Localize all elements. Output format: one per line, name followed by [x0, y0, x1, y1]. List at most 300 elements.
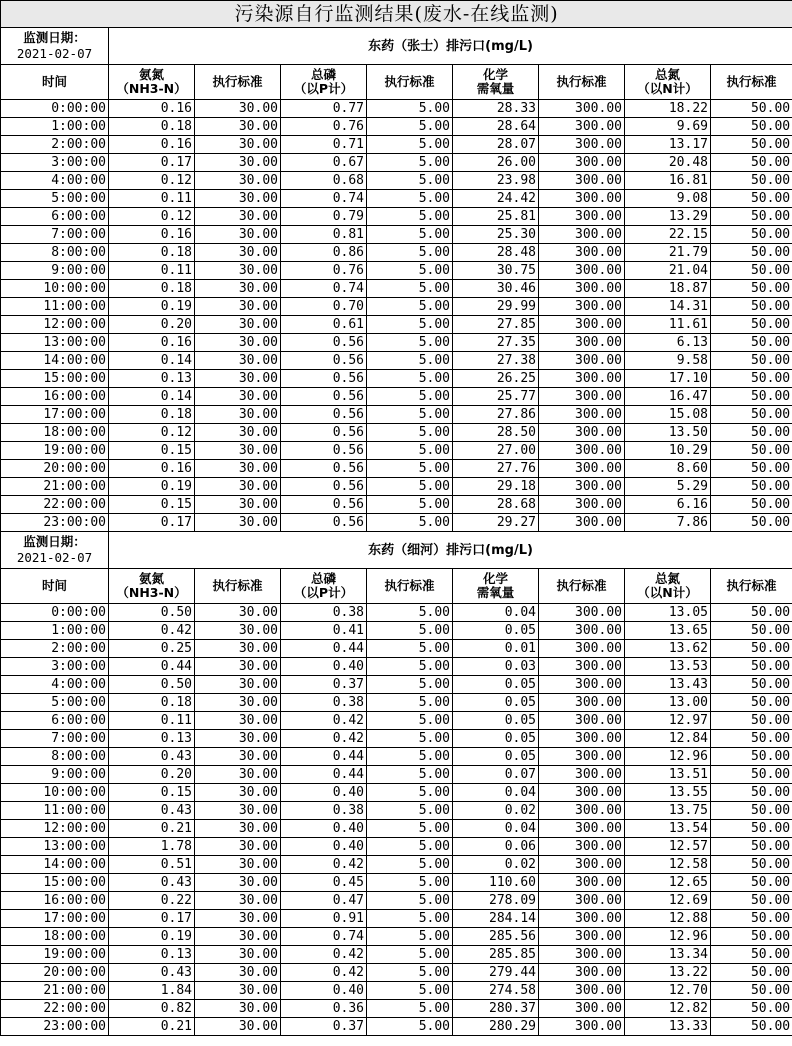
cell-tp-std: 5.00: [367, 982, 453, 1000]
table-row: [1, 244, 792, 262]
cell-nh3-std: 30.00: [195, 496, 281, 514]
cell-nh3-std: 30.00: [195, 676, 281, 694]
cell-cod: 0.04: [453, 604, 539, 622]
cell-nh3-std: 30.00: [195, 478, 281, 496]
cell-nh3: 0.17: [109, 910, 195, 928]
cell-tp-std: 5.00: [367, 370, 453, 388]
cell-tn: 12.97: [625, 712, 711, 730]
cell-tp-std: 5.00: [367, 892, 453, 910]
cell-tn-std: 50.00: [711, 298, 792, 316]
cell-cod-std: 300.00: [539, 262, 625, 280]
cell-cod: 25.81: [453, 208, 539, 226]
cell-tn-std: 50.00: [711, 280, 792, 298]
cell-cod: 285.56: [453, 928, 539, 946]
table-row: [1, 154, 792, 172]
cell-tn-std: 50.00: [711, 460, 792, 478]
cell-tp: 0.56: [281, 388, 367, 406]
cell-tn: 21.04: [625, 262, 711, 280]
cell-cod: 27.35: [453, 334, 539, 352]
cell-tp: 0.38: [281, 802, 367, 820]
col-header-nh3-line1: 氨氮: [138, 67, 164, 82]
cell-tp: 0.74: [281, 928, 367, 946]
cell-tp: 0.44: [281, 748, 367, 766]
cell-time: 21:00:00: [1, 478, 109, 496]
col-header-tn-std: 执行标准: [711, 65, 792, 100]
cell-tp-std: 5.00: [367, 838, 453, 856]
cell-nh3: 0.44: [109, 658, 195, 676]
cell-nh3-std: 30.00: [195, 370, 281, 388]
cell-nh3: 0.16: [109, 226, 195, 244]
col-header-tn-std: 执行标准: [711, 569, 792, 604]
cell-time: 3:00:00: [1, 658, 109, 676]
cell-time: 9:00:00: [1, 262, 109, 280]
col-header-tp-std: 执行标准: [367, 65, 453, 100]
cell-tn: 13.05: [625, 604, 711, 622]
cell-cod-std: 300.00: [539, 298, 625, 316]
cell-tn: 12.96: [625, 928, 711, 946]
cell-cod-std: 300.00: [539, 820, 625, 838]
cell-cod: 0.06: [453, 838, 539, 856]
cell-nh3-std: 30.00: [195, 244, 281, 262]
table-row: [1, 496, 792, 514]
cell-nh3: 0.18: [109, 118, 195, 136]
cell-cod-std: 300.00: [539, 388, 625, 406]
cell-cod-std: 300.00: [539, 226, 625, 244]
cell-cod-std: 300.00: [539, 208, 625, 226]
cell-cod: 27.00: [453, 442, 539, 460]
cell-nh3-std: 30.00: [195, 946, 281, 964]
cell-nh3-std: 30.00: [195, 352, 281, 370]
cell-tn-std: 50.00: [711, 838, 792, 856]
col-header-cod-line1: 化学: [482, 571, 508, 586]
cell-cod: 0.02: [453, 856, 539, 874]
site-name: 东药（细河）排污口(mg/L): [109, 532, 792, 569]
cell-nh3-std: 30.00: [195, 262, 281, 280]
cell-tn-std: 50.00: [711, 748, 792, 766]
cell-tn-std: 50.00: [711, 154, 792, 172]
cell-tn: 13.22: [625, 964, 711, 982]
cell-tn-std: 50.00: [711, 118, 792, 136]
date-value: 2021-02-07: [16, 46, 93, 61]
cell-tp: 0.40: [281, 820, 367, 838]
cell-nh3-std: 30.00: [195, 172, 281, 190]
cell-cod: 0.02: [453, 802, 539, 820]
section-header-row: [1, 28, 792, 65]
cell-nh3: 0.16: [109, 100, 195, 118]
table-row: [1, 1000, 792, 1018]
cell-cod: 25.77: [453, 388, 539, 406]
cell-tn-std: 50.00: [711, 370, 792, 388]
cell-nh3-std: 30.00: [195, 334, 281, 352]
cell-tn-std: 50.00: [711, 226, 792, 244]
cell-tn: 22.15: [625, 226, 711, 244]
cell-tp-std: 5.00: [367, 658, 453, 676]
cell-nh3-std: 30.00: [195, 784, 281, 802]
cell-cod-std: 300.00: [539, 514, 625, 532]
cell-cod: 0.05: [453, 676, 539, 694]
cell-nh3: 0.11: [109, 262, 195, 280]
cell-cod: 27.76: [453, 460, 539, 478]
cell-tn: 13.33: [625, 1018, 711, 1036]
cell-nh3: 0.15: [109, 496, 195, 514]
table-row: [1, 208, 792, 226]
col-header-time: 时间: [1, 65, 109, 100]
cell-cod-std: 300.00: [539, 244, 625, 262]
cell-tn-std: 50.00: [711, 910, 792, 928]
cell-cod-std: 300.00: [539, 334, 625, 352]
cell-tp-std: 5.00: [367, 910, 453, 928]
cell-tp-std: 5.00: [367, 802, 453, 820]
cell-tp: 0.56: [281, 478, 367, 496]
cell-cod: 28.64: [453, 118, 539, 136]
cell-cod: 23.98: [453, 172, 539, 190]
cell-nh3-std: 30.00: [195, 226, 281, 244]
table-row: [1, 460, 792, 478]
col-header-nh3-line1: 氨氮: [138, 571, 164, 586]
cell-nh3-std: 30.00: [195, 928, 281, 946]
report-title: 污染源自行监测结果(废水-在线监测): [1, 1, 792, 28]
cell-cod-std: 300.00: [539, 1018, 625, 1036]
cell-tn-std: 50.00: [711, 406, 792, 424]
cell-tp: 0.81: [281, 226, 367, 244]
table-row: [1, 874, 792, 892]
cell-cod-std: 300.00: [539, 352, 625, 370]
cell-nh3: 0.43: [109, 802, 195, 820]
cell-tp: 0.42: [281, 712, 367, 730]
cell-tp-std: 5.00: [367, 784, 453, 802]
table-row: [1, 100, 792, 118]
cell-tp-std: 5.00: [367, 694, 453, 712]
cell-nh3-std: 30.00: [195, 442, 281, 460]
cell-tp-std: 5.00: [367, 946, 453, 964]
cell-cod-std: 300.00: [539, 604, 625, 622]
cell-cod: 25.30: [453, 226, 539, 244]
col-header-tn-line2: （以N计）: [637, 585, 698, 600]
cell-time: 15:00:00: [1, 874, 109, 892]
cell-nh3-std: 30.00: [195, 622, 281, 640]
cell-tn-std: 50.00: [711, 730, 792, 748]
cell-time: 11:00:00: [1, 802, 109, 820]
cell-tn: 12.57: [625, 838, 711, 856]
cell-nh3-std: 30.00: [195, 658, 281, 676]
cell-tp-std: 5.00: [367, 730, 453, 748]
cell-tn: 16.81: [625, 172, 711, 190]
cell-time: 8:00:00: [1, 244, 109, 262]
col-header-tn-line2: （以N计）: [637, 81, 698, 96]
cell-tn: 14.31: [625, 298, 711, 316]
cell-nh3: 0.18: [109, 280, 195, 298]
cell-cod-std: 300.00: [539, 676, 625, 694]
cell-tn-std: 50.00: [711, 712, 792, 730]
cell-cod-std: 300.00: [539, 118, 625, 136]
cell-tn: 17.10: [625, 370, 711, 388]
cell-cod: 28.68: [453, 496, 539, 514]
cell-tp-std: 5.00: [367, 460, 453, 478]
cell-cod: 28.07: [453, 136, 539, 154]
cell-cod-std: 300.00: [539, 694, 625, 712]
table-row: [1, 334, 792, 352]
cell-cod: 280.37: [453, 1000, 539, 1018]
cell-tp: 0.40: [281, 838, 367, 856]
cell-time: 1:00:00: [1, 622, 109, 640]
cell-tp: 0.86: [281, 244, 367, 262]
table-row: [1, 172, 792, 190]
cell-time: 17:00:00: [1, 910, 109, 928]
cell-tn: 5.29: [625, 478, 711, 496]
cell-cod: 0.01: [453, 640, 539, 658]
cell-time: 19:00:00: [1, 946, 109, 964]
table-row: [1, 118, 792, 136]
cell-tp: 0.56: [281, 514, 367, 532]
cell-tp-std: 5.00: [367, 262, 453, 280]
cell-cod: 30.75: [453, 262, 539, 280]
table-row: [1, 658, 792, 676]
cell-nh3: 0.21: [109, 820, 195, 838]
table-row: [1, 766, 792, 784]
cell-tn: 16.47: [625, 388, 711, 406]
cell-nh3-std: 30.00: [195, 964, 281, 982]
col-header-tp: [281, 569, 367, 604]
cell-tp: 0.56: [281, 460, 367, 478]
cell-cod-std: 300.00: [539, 910, 625, 928]
cell-nh3-std: 30.00: [195, 712, 281, 730]
cell-tp-std: 5.00: [367, 964, 453, 982]
cell-tn: 12.84: [625, 730, 711, 748]
column-header-row: [1, 569, 792, 604]
cell-nh3: 0.15: [109, 784, 195, 802]
cell-cod-std: 300.00: [539, 100, 625, 118]
cell-tn: 18.22: [625, 100, 711, 118]
cell-cod-std: 300.00: [539, 190, 625, 208]
cell-tp: 0.56: [281, 406, 367, 424]
cell-tp: 0.70: [281, 298, 367, 316]
cell-tp: 0.42: [281, 964, 367, 982]
cell-tp: 0.42: [281, 856, 367, 874]
cell-tp-std: 5.00: [367, 136, 453, 154]
cell-cod: 29.27: [453, 514, 539, 532]
cell-tp: 0.40: [281, 982, 367, 1000]
col-header-cod-line2: 需氧量: [476, 81, 515, 96]
cell-tp: 0.47: [281, 892, 367, 910]
col-header-time: 时间: [1, 569, 109, 604]
cell-tn-std: 50.00: [711, 856, 792, 874]
cell-cod-std: 300.00: [539, 496, 625, 514]
col-header-nh3: [109, 569, 195, 604]
cell-time: 3:00:00: [1, 154, 109, 172]
cell-tn-std: 50.00: [711, 190, 792, 208]
cell-tn-std: 50.00: [711, 424, 792, 442]
cell-nh3: 0.14: [109, 352, 195, 370]
cell-time: 15:00:00: [1, 370, 109, 388]
cell-tn-std: 50.00: [711, 1018, 792, 1036]
cell-tp-std: 5.00: [367, 640, 453, 658]
cell-tn: 13.75: [625, 802, 711, 820]
table-row: [1, 892, 792, 910]
cell-tp: 0.38: [281, 694, 367, 712]
cell-time: 23:00:00: [1, 514, 109, 532]
cell-tn: 12.65: [625, 874, 711, 892]
cell-cod-std: 300.00: [539, 406, 625, 424]
col-header-cod: [453, 569, 539, 604]
cell-cod-std: 300.00: [539, 136, 625, 154]
table-row: [1, 370, 792, 388]
table-row: [1, 316, 792, 334]
cell-tp: 0.77: [281, 100, 367, 118]
cell-time: 2:00:00: [1, 136, 109, 154]
cell-tn-std: 50.00: [711, 892, 792, 910]
cell-cod: 0.07: [453, 766, 539, 784]
cell-cod-std: 300.00: [539, 784, 625, 802]
cell-time: 23:00:00: [1, 1018, 109, 1036]
cell-tn: 18.87: [625, 280, 711, 298]
cell-tp-std: 5.00: [367, 100, 453, 118]
table-row: [1, 640, 792, 658]
cell-tp: 0.45: [281, 874, 367, 892]
table-row: [1, 136, 792, 154]
cell-nh3: 0.18: [109, 694, 195, 712]
cell-tp-std: 5.00: [367, 316, 453, 334]
cell-tp: 0.56: [281, 370, 367, 388]
cell-nh3: 0.43: [109, 874, 195, 892]
cell-tp: 0.61: [281, 316, 367, 334]
col-header-tp-line2: （以P计）: [293, 585, 354, 600]
cell-tn-std: 50.00: [711, 784, 792, 802]
cell-nh3: 0.82: [109, 1000, 195, 1018]
table-row: [1, 1018, 792, 1036]
col-header-nh3-std: 执行标准: [195, 65, 281, 100]
cell-cod-std: 300.00: [539, 442, 625, 460]
table-row: [1, 964, 792, 982]
cell-tn: 13.62: [625, 640, 711, 658]
cell-cod-std: 300.00: [539, 748, 625, 766]
cell-cod: 274.58: [453, 982, 539, 1000]
cell-time: 1:00:00: [1, 118, 109, 136]
cell-nh3: 0.12: [109, 424, 195, 442]
cell-time: 4:00:00: [1, 172, 109, 190]
cell-tn: 13.55: [625, 784, 711, 802]
cell-tn: 13.51: [625, 766, 711, 784]
cell-tp-std: 5.00: [367, 172, 453, 190]
cell-nh3: 0.16: [109, 136, 195, 154]
cell-cod: 28.50: [453, 424, 539, 442]
cell-nh3: 0.43: [109, 748, 195, 766]
cell-tp-std: 5.00: [367, 622, 453, 640]
cell-nh3-std: 30.00: [195, 460, 281, 478]
table-row: [1, 622, 792, 640]
cell-time: 10:00:00: [1, 280, 109, 298]
cell-tp-std: 5.00: [367, 712, 453, 730]
cell-time: 7:00:00: [1, 730, 109, 748]
cell-tp: 0.37: [281, 1018, 367, 1036]
cell-nh3-std: 30.00: [195, 748, 281, 766]
cell-tn-std: 50.00: [711, 1000, 792, 1018]
cell-nh3: 0.17: [109, 154, 195, 172]
cell-tn-std: 50.00: [711, 172, 792, 190]
cell-tn-std: 50.00: [711, 640, 792, 658]
cell-tn-std: 50.00: [711, 658, 792, 676]
col-header-cod-line1: 化学: [482, 67, 508, 82]
cell-tn: 12.96: [625, 748, 711, 766]
cell-tp-std: 5.00: [367, 496, 453, 514]
cell-tp-std: 5.00: [367, 298, 453, 316]
table-row: [1, 514, 792, 532]
cell-tp-std: 5.00: [367, 424, 453, 442]
cell-tn-std: 50.00: [711, 514, 792, 532]
cell-tn-std: 50.00: [711, 442, 792, 460]
cell-time: 2:00:00: [1, 640, 109, 658]
cell-tp-std: 5.00: [367, 226, 453, 244]
cell-cod: 0.05: [453, 748, 539, 766]
cell-tn: 20.48: [625, 154, 711, 172]
cell-time: 21:00:00: [1, 982, 109, 1000]
table-row: [1, 946, 792, 964]
cell-cod: 279.44: [453, 964, 539, 982]
cell-cod-std: 300.00: [539, 712, 625, 730]
cell-tp-std: 5.00: [367, 388, 453, 406]
cell-time: 20:00:00: [1, 460, 109, 478]
cell-tn-std: 50.00: [711, 496, 792, 514]
cell-cod: 29.18: [453, 478, 539, 496]
cell-tn: 12.58: [625, 856, 711, 874]
cell-nh3-std: 30.00: [195, 154, 281, 172]
cell-tn-std: 50.00: [711, 244, 792, 262]
cell-nh3: 0.12: [109, 208, 195, 226]
cell-nh3: 0.20: [109, 316, 195, 334]
col-header-cod-line2: 需氧量: [476, 585, 515, 600]
cell-tp-std: 5.00: [367, 766, 453, 784]
cell-time: 16:00:00: [1, 388, 109, 406]
cell-cod-std: 300.00: [539, 946, 625, 964]
cell-tp: 0.56: [281, 334, 367, 352]
cell-time: 17:00:00: [1, 406, 109, 424]
cell-tp: 0.40: [281, 658, 367, 676]
cell-cod-std: 300.00: [539, 640, 625, 658]
cell-cod-std: 300.00: [539, 316, 625, 334]
cell-nh3: 0.19: [109, 928, 195, 946]
cell-tp: 0.91: [281, 910, 367, 928]
cell-tn: 10.29: [625, 442, 711, 460]
cell-nh3: 0.50: [109, 676, 195, 694]
cell-tp-std: 5.00: [367, 1018, 453, 1036]
cell-tp-std: 5.00: [367, 334, 453, 352]
table-row: [1, 298, 792, 316]
cell-nh3: 0.19: [109, 478, 195, 496]
cell-tp-std: 5.00: [367, 118, 453, 136]
cell-nh3: 0.16: [109, 334, 195, 352]
cell-tn: 21.79: [625, 244, 711, 262]
cell-tp-std: 5.00: [367, 604, 453, 622]
cell-cod: 284.14: [453, 910, 539, 928]
cell-nh3-std: 30.00: [195, 208, 281, 226]
table-row: [1, 838, 792, 856]
cell-tp: 0.76: [281, 262, 367, 280]
col-header-cod-std: 执行标准: [539, 569, 625, 604]
cell-cod: 0.05: [453, 622, 539, 640]
cell-cod-std: 300.00: [539, 424, 625, 442]
cell-tp-std: 5.00: [367, 190, 453, 208]
table-row: [1, 226, 792, 244]
table-row: [1, 748, 792, 766]
cell-tp-std: 5.00: [367, 874, 453, 892]
cell-nh3-std: 30.00: [195, 640, 281, 658]
col-header-tp-line1: 总磷: [310, 67, 336, 82]
cell-time: 10:00:00: [1, 784, 109, 802]
cell-tp-std: 5.00: [367, 676, 453, 694]
cell-time: 0:00:00: [1, 100, 109, 118]
cell-tp-std: 5.00: [367, 442, 453, 460]
table-row: [1, 604, 792, 622]
cell-tn-std: 50.00: [711, 604, 792, 622]
